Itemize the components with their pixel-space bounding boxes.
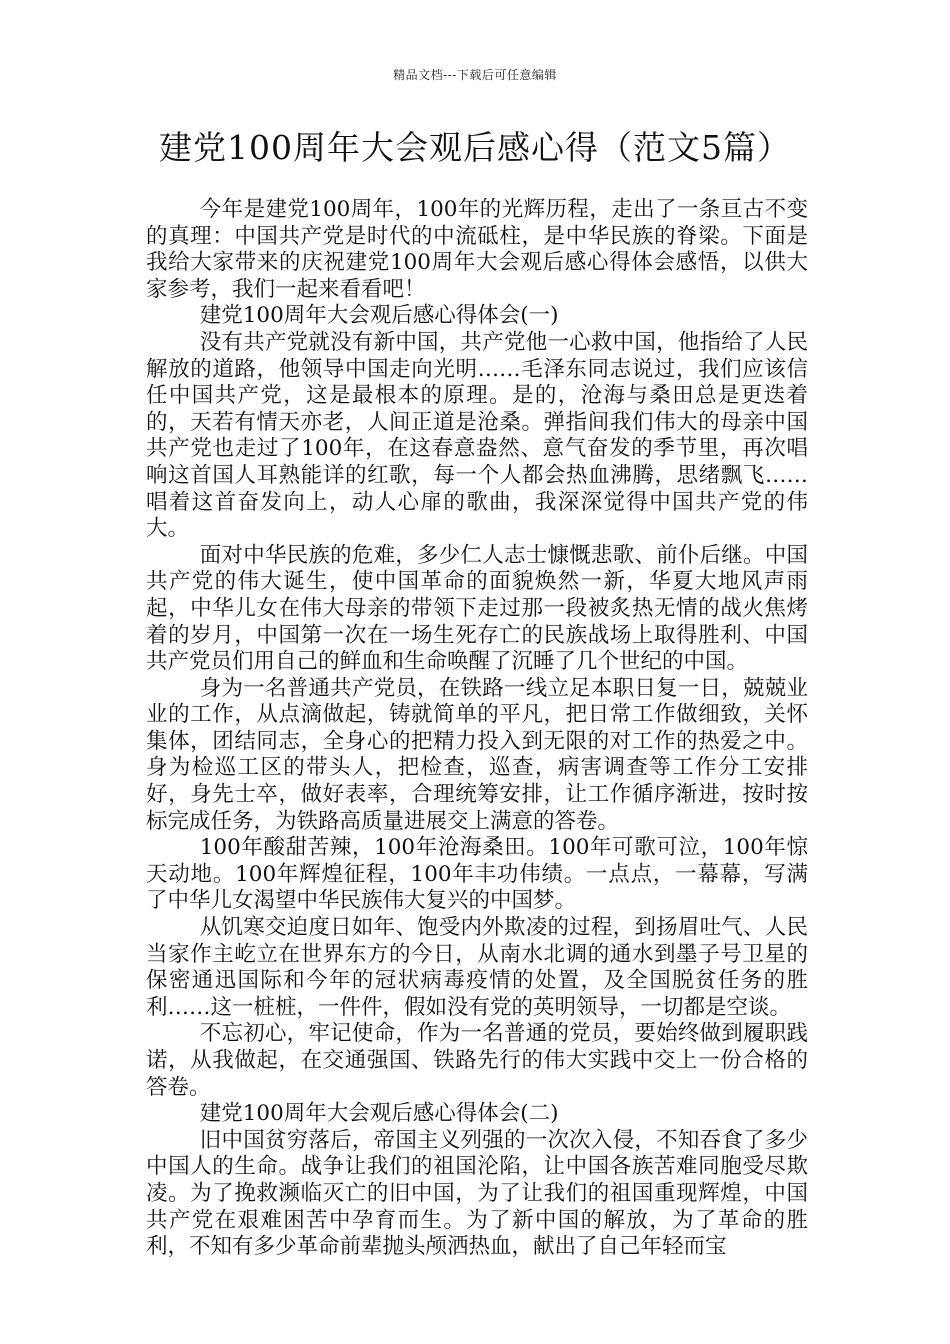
paragraph: 不忘初心，牢记使命，作为一名普通的党员，要始终做到履职践诺，从我做起，在交通强国、铁路先行的伟大实践中交上一份合格的答卷。 <box>146 1021 808 1100</box>
section-heading-1: 建党100周年大会观后感心得体会(一) <box>199 303 559 329</box>
document-title: 建党100周年大会观后感心得（范文5篇） <box>159 128 791 167</box>
paragraph: 旧中国贫穷落后，帝国主义列强的一次次入侵，不知吞食了多少中国人的生命。战争让我们的祖国沦陷，让中国各族苦难同胞受尽欺凌。为了挽救濒临灭亡的旧中国，为了让我们的祖国重现辉煌，中国共产党在艰难困苦中孕育而生。为了新中国的解放，为了革命的胜利，不知有多少革命前辈抛头颅洒热血，献出了自己年轻而宝 <box>146 1127 808 1260</box>
header-note: 精品文档---下载后可任意编辑 <box>393 68 557 82</box>
paragraph: 面对中华民族的危难，多少仁人志士慷慨悲歌、前仆后继。中国共产党的伟大诞生，使中国革命的面貌焕然一新，华夏大地风声雨起，中华儿女在伟大母亲的带领下走过那一段被炙热无情的战火焦烤着的岁月，中国第一次在一场生死存亡的民族战场上取得胜利、中国共产党员们用自己的鲜血和生命唤醒了沉睡了几个世纪的中国。 <box>146 542 808 675</box>
paragraph: 从饥寒交迫度日如年、饱受内外欺凌的过程，到扬眉吐气、人民当家作主屹立在世界东方的今日，从南水北调的通水到墨子号卫星的保密通迅国际和今年的冠状病毒疫情的处置，及全国脱贫任务的胜利……这一桩桩，一件件，假如没有党的英明领导，一切都是空谈。 <box>146 915 808 1020</box>
document-body <box>146 197 808 1261</box>
paragraph: 没有共产党就没有新中国，共产党他一心救中国，他指给了人民解放的道路，他领导中国走向光明……毛泽东同志说过，我们应该信任中国共产党，这是最根本的原理。是的，沧海与桑田总是更迭着的，天若有情天亦老，人间正道是沧桑。弹指间我们伟大的母亲中国共产党也走过了100年，在这春意盎然、意气奋发的季节里，再次唱响这首国人耳熟能详的红歌，每一个人都会热血沸腾，思绪飘飞……唱着这首奋发向上，动人心扉的歌曲，我深深觉得中国共产党的伟大。 <box>146 329 808 542</box>
paragraph-intro: 今年是建党100周年，100年的光辉历程，走出了一条亘古不变的真理：中国共产党是时代的中流砥柱，是中华民族的脊梁。下面是我给大家带来的庆祝建党100周年大会观后感心得体会感悟，以供大家参考，我们一起来看看吧！ <box>146 197 808 302</box>
paragraph: 100年酸甜苦辣，100年沧海桑田。100年可歌可泣，100年惊天动地。100年辉煌征程，100年丰功伟绩。一点点，一幕幕，写满了中华儿女渴望中华民族伟大复兴的中国梦。 <box>146 835 808 914</box>
section-heading-2: 建党100周年大会观后感心得体会(二) <box>199 1101 559 1127</box>
paragraph: 身为一名普通共产党员，在铁路一线立足本职日复一日，兢兢业业的工作，从点滴做起，铸就简单的平凡，把日常工作做细致，关怀集体，团结同志，全身心的把精力投入到无限的对工作的热爱之中。身为检巡工区的带头人，把检查，巡查，病害调查等工作分工安排好，身先士卒，做好表率，合理统筹安排，让工作循序渐进，按时按标完成任务，为铁路高质量进展交上满意的答卷。 <box>146 675 808 834</box>
